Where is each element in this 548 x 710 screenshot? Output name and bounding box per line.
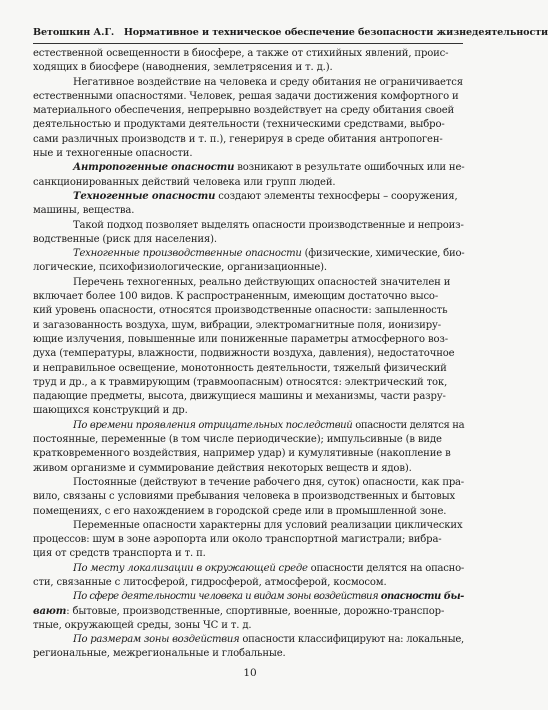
text-span: ющие излучения, повышенные или пониженные параметры атмосферного воз- bbox=[33, 333, 448, 345]
text-span: возникают в результате ошибочных или не- bbox=[234, 162, 465, 174]
text-span: Такой подход позволяет выделять опасности производственные и непроиз- bbox=[73, 219, 464, 231]
text-line bbox=[33, 76, 464, 90]
text-line bbox=[33, 505, 464, 519]
text-span: опасности делятся на bbox=[352, 419, 465, 431]
header-author: Ветошкин А.Г. bbox=[33, 27, 115, 38]
text-span: тные, окружающей среды, зоны ЧС и т. д. bbox=[33, 619, 252, 631]
text-span: сами различных производств и т. п.), генерируя в среде обитания антропоген- bbox=[33, 133, 443, 145]
text-span: санкционированных действий человека или групп людей. bbox=[33, 176, 336, 188]
text-span: Переменные опасности характерны для условий реализации циклических bbox=[73, 519, 463, 531]
text-span: шающихся конструкций и др. bbox=[33, 405, 188, 417]
text-span: постоянные, переменные (в том числе периодические); импульсивные (в виде bbox=[33, 434, 442, 446]
text-line bbox=[33, 633, 464, 647]
text-line bbox=[33, 490, 464, 504]
text-line bbox=[33, 533, 464, 547]
text-span: ные и техногенные опасности. bbox=[33, 148, 193, 160]
text-line bbox=[33, 104, 464, 118]
text-line bbox=[33, 647, 464, 661]
text-line bbox=[33, 161, 464, 175]
text-line bbox=[33, 433, 464, 447]
text-line bbox=[33, 219, 464, 233]
text-line bbox=[33, 333, 464, 347]
italic-term: По месту локализации в окружающей среде bbox=[73, 562, 308, 574]
header-rule bbox=[33, 43, 463, 44]
text-line bbox=[33, 118, 464, 132]
text-span: : бытовые, производственные, спортивные, военные, дорожно-транспор- bbox=[66, 605, 445, 617]
text-span: (физические, химические, био- bbox=[301, 248, 465, 260]
text-line bbox=[33, 319, 464, 333]
text-span: труд и др., а к травмирующим (травмоопасным) относятся: электрический ток, bbox=[33, 376, 448, 388]
text-line bbox=[33, 462, 464, 476]
text-span: и неправильное освещение, монотонность деятельности, тяжелый физический bbox=[33, 362, 447, 374]
text-span: естественными опасностями. Человек, решая задачи достижения комфортного и bbox=[33, 90, 459, 102]
text-span: опасности классифицируют на: локальные, bbox=[239, 634, 464, 646]
text-span: логические, психофизиологические, организационные). bbox=[33, 262, 327, 274]
text-line bbox=[33, 347, 464, 361]
text-span: Постоянные (действуют в течение рабочего дня, суток) опасности, как пра- bbox=[73, 476, 464, 488]
italic-term: Техногенные производственные опасности bbox=[73, 248, 302, 260]
text-span: вило, связаны с условиями пребывания человека в производственных и бытовых bbox=[33, 491, 455, 503]
text-line bbox=[33, 61, 464, 75]
italic-term: По времени проявления отрицательных последствий bbox=[73, 419, 353, 431]
text-line bbox=[33, 204, 464, 218]
text-line bbox=[33, 447, 464, 461]
italic-term: По сфере деятельности человека и видам зоны воздействия bbox=[73, 591, 379, 603]
text-span: деятельностью и продуктами деятельности (техническими средствами, выбро- bbox=[33, 119, 445, 131]
text-span: естественной освещенности в биосфере, а также от стихийных явлений, проис- bbox=[33, 48, 449, 59]
text-line bbox=[33, 247, 464, 261]
text-span: водственные (риск для населения). bbox=[33, 233, 217, 245]
bold-italic-term: вают bbox=[33, 605, 67, 617]
body-text bbox=[33, 47, 464, 662]
text-line bbox=[33, 176, 464, 190]
bold-italic-term: Техногенные опасности bbox=[73, 190, 216, 202]
text-line bbox=[33, 605, 464, 619]
text-line bbox=[33, 590, 464, 604]
text-line bbox=[33, 576, 464, 590]
text-span: ция от средств транспорта и т. п. bbox=[33, 548, 206, 560]
text-span: региональные, межрегиональные и глобальные. bbox=[33, 648, 286, 660]
text-line bbox=[33, 376, 464, 390]
text-line bbox=[33, 476, 464, 490]
text-line bbox=[33, 47, 464, 61]
text-line bbox=[33, 290, 464, 304]
text-line bbox=[33, 547, 464, 561]
bold-italic-term: опасности бы- bbox=[380, 591, 464, 603]
text-span: и загазованность воздуха, шум, вибрации, электромагнитные поля, ионизиру- bbox=[33, 319, 441, 331]
text-span: включает более 100 видов. К распространенным, имеющим достаточно высо- bbox=[33, 291, 439, 303]
text-span: кий уровень опасности, относятся производственные опасности: запыленность bbox=[33, 305, 448, 317]
text-span: материального обеспечения, непрерывно воздействует на среду обитания своей bbox=[33, 105, 455, 117]
text-line bbox=[33, 419, 464, 433]
text-line bbox=[33, 133, 464, 147]
text-span: помещениях, с его нахождением в городской среде или в промышленной зоне. bbox=[33, 505, 447, 517]
text-line bbox=[33, 619, 464, 633]
text-span: создают элементы техносферы – сооружения, bbox=[215, 190, 458, 202]
text-line bbox=[33, 562, 464, 576]
text-line bbox=[33, 519, 464, 533]
text-line bbox=[33, 190, 464, 204]
page-number: 10 bbox=[243, 667, 257, 679]
text-span: духа (температуры, влажности, подвижности воздуха, давления), недостаточное bbox=[33, 348, 455, 360]
text-line bbox=[33, 90, 464, 104]
header-title: Нормативное и техническое обеспечение безопасности жизнедеятельности bbox=[123, 27, 548, 38]
text-span: падающие предметы, высота, движущиеся машины и механизмы, части разру- bbox=[33, 391, 446, 403]
text-line bbox=[33, 233, 464, 247]
text-span: опасности делятся на опасно- bbox=[307, 562, 465, 574]
text-line bbox=[33, 404, 464, 418]
text-span: сти, связанные с литосферой, гидросферой, атмосферой, космосом. bbox=[33, 576, 387, 588]
text-span: живом организме и суммирование действия некоторых веществ и ядов). bbox=[33, 462, 412, 474]
text-line bbox=[33, 261, 464, 275]
text-line bbox=[33, 362, 464, 376]
text-span: Негативное воздействие на человека и среду обитания не ограничивается bbox=[73, 76, 463, 88]
text-line bbox=[33, 304, 464, 318]
bold-italic-term: Антропогенные опасности bbox=[73, 162, 235, 174]
text-line bbox=[33, 147, 464, 161]
text-span: ходящих в биосфере (наводнения, землетрясения и т. д.). bbox=[33, 62, 333, 74]
text-span: процессов: шум в зоне аэропорта или около транспортной магистрали; вибра- bbox=[33, 534, 442, 546]
running-header bbox=[33, 27, 548, 38]
text-line bbox=[33, 390, 464, 404]
text-span: Перечень техногенных, реально действующих опасностей значителен и bbox=[73, 276, 451, 288]
text-line bbox=[33, 276, 464, 290]
text-span: кратковременного воздействия, например удар) и кумулятивные (накопление в bbox=[33, 448, 451, 460]
text-span: машины, вещества. bbox=[33, 205, 135, 217]
italic-term: По размерам зоны воздействия bbox=[73, 634, 240, 646]
